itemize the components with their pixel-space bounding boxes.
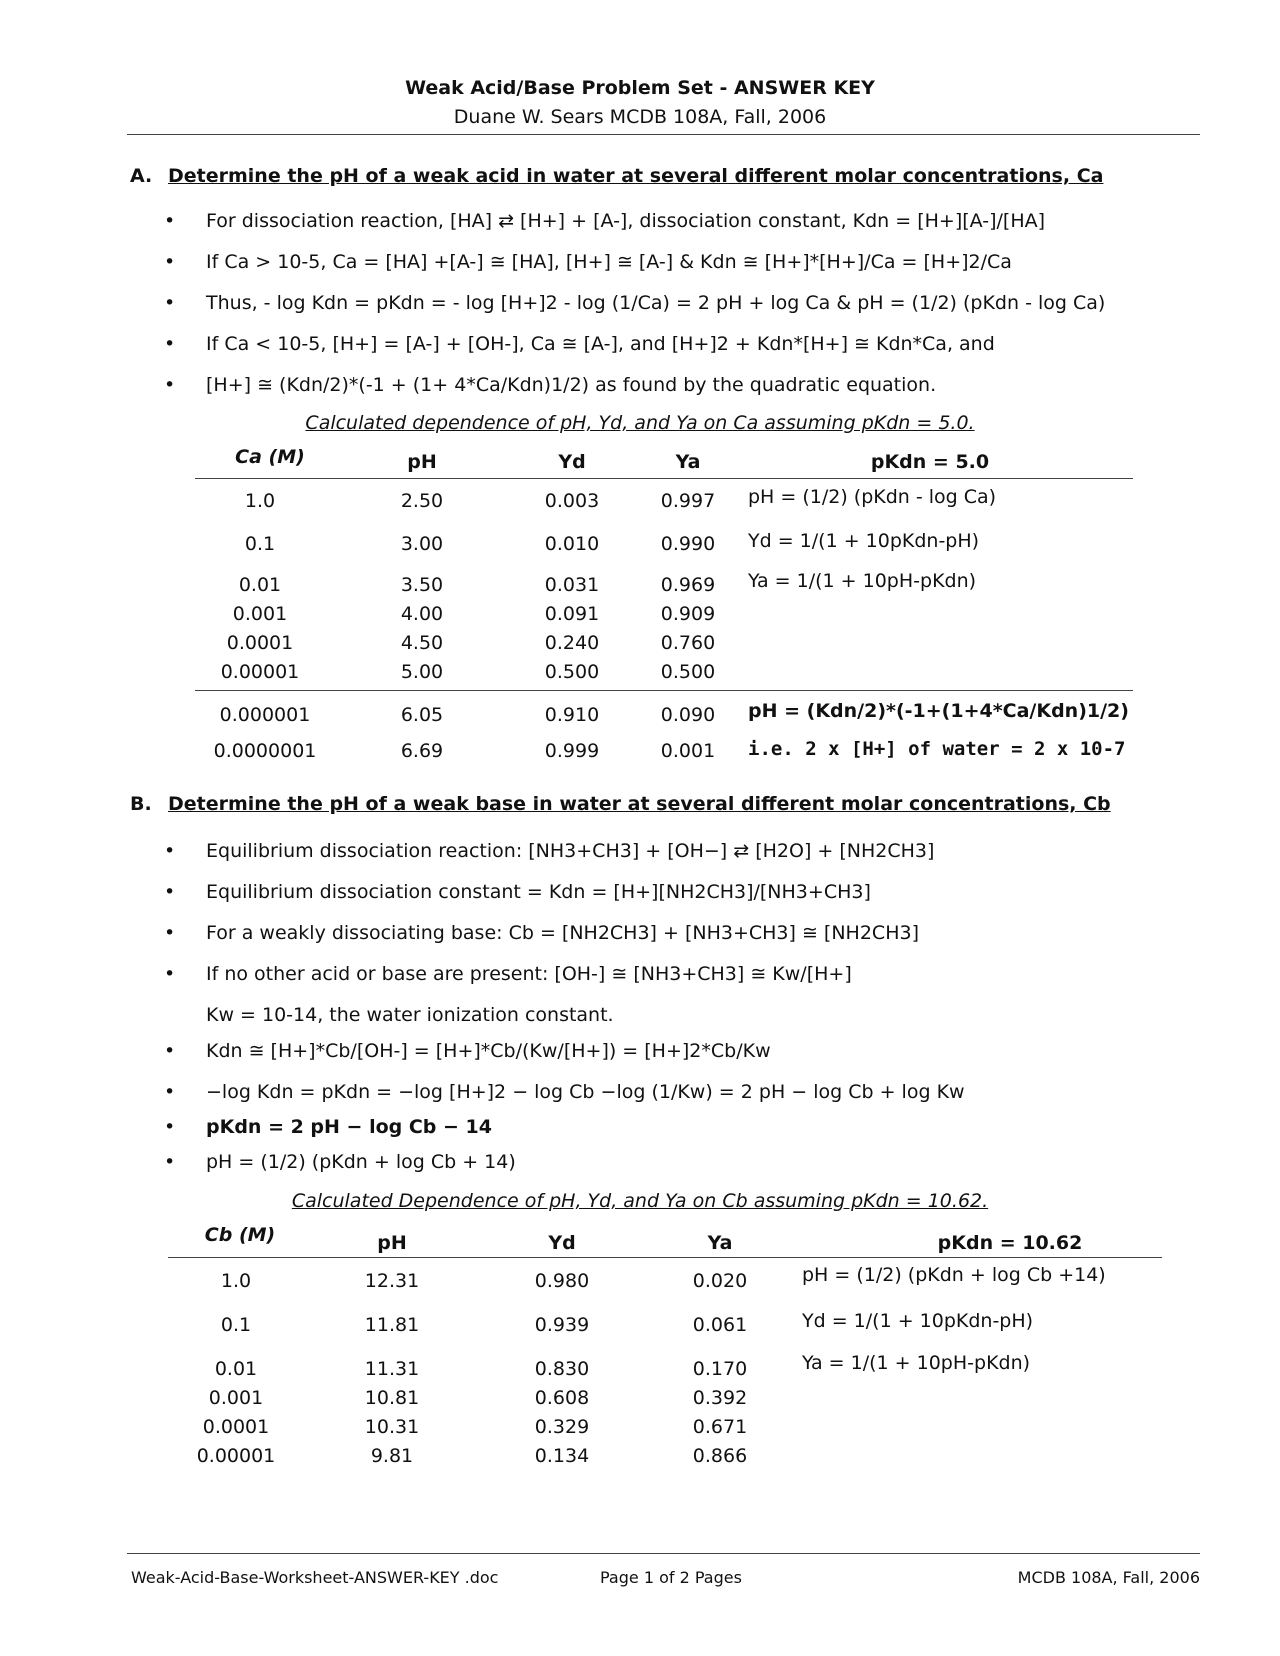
table-a-r6-ph: 5.00 bbox=[400, 661, 444, 683]
table-b-r2-conc: 0.1 bbox=[220, 1314, 252, 1336]
bullet-text: pKdn = 2 pH − log Cb − 14 bbox=[206, 1116, 493, 1138]
bullet-dot-icon: • bbox=[164, 210, 176, 232]
table-b-r1-ph: 12.31 bbox=[364, 1270, 420, 1292]
table-b-r4-yd: 0.608 bbox=[534, 1387, 590, 1409]
table-b-r2-yd: 0.939 bbox=[534, 1314, 590, 1336]
table-b-r1-ya: 0.020 bbox=[692, 1270, 748, 1292]
table-b-header-yd: Yd bbox=[548, 1232, 576, 1254]
footer-rule bbox=[127, 1553, 1200, 1554]
footer-filename: Weak-Acid-Base-Worksheet-ANSWER-KEY .doc bbox=[131, 1568, 499, 1587]
table-b-r5-ya: 0.671 bbox=[692, 1416, 748, 1438]
table-a-formula-water: i.e. 2 x [H+] of water = 2 x 10-7 bbox=[748, 738, 1126, 760]
table-a-r4-ya: 0.909 bbox=[660, 603, 716, 625]
footer-course: MCDB 108A, Fall, 2006 bbox=[1017, 1568, 1200, 1587]
section-b-heading bbox=[130, 793, 1111, 815]
bullet-text: pH = (1/2) (pKdn + log Cb + 14) bbox=[206, 1151, 516, 1173]
table-a-header-conc: Ca (M) bbox=[235, 446, 305, 468]
section-a-caption: Calculated dependence of pH, Yd, and Ya on Ca assuming pKdn = 5.0. bbox=[305, 412, 975, 434]
bullet-dot-icon: • bbox=[164, 1040, 176, 1062]
section-a-heading-text: Determine the pH of a weak acid in water at several different molar concentrations, Ca bbox=[168, 165, 1104, 187]
document-title: Weak Acid/Base Problem Set - ANSWER KEY bbox=[405, 77, 875, 99]
table-a-r8-ph: 6.69 bbox=[400, 740, 444, 762]
table-a-r5-conc: 0.0001 bbox=[226, 632, 294, 654]
table-b-r5-yd: 0.329 bbox=[534, 1416, 590, 1438]
bullet-dot-icon: • bbox=[164, 881, 176, 903]
header-rule bbox=[127, 134, 1200, 135]
bullet-text: If Ca > 10-5, Ca = [HA] +[A-] ≅ [HA], [H+] ≅ [A-] & Kdn ≅ [H+]*[H+]/Ca = [H+]2/Ca bbox=[206, 251, 1012, 273]
bullet-text: [H+] ≅ (Kdn/2)*(-1 + (1+ 4*Ca/Kdn)1/2) as found by the quadratic equation. bbox=[206, 374, 937, 396]
bullet-text: Kdn ≅ [H+]*Cb/[OH-] = [H+]*Cb/(Kw/[H+]) = [H+]2*Cb/Kw bbox=[206, 1040, 771, 1062]
table-a-formula-quadratic: pH = (Kdn/2)*(-1+(1+4*Ca/Kdn)1/2) bbox=[748, 700, 1129, 722]
table-a-r5-ya: 0.760 bbox=[660, 632, 716, 654]
table-b-r2-ya: 0.061 bbox=[692, 1314, 748, 1336]
section-b-caption: Calculated Dependence of pH, Yd, and Ya on Cb assuming pKdn = 10.62. bbox=[291, 1190, 989, 1212]
bullet-text: Equilibrium dissociation reaction: [NH3+CH3] + [OH−] ⇄ [H2O] + [NH2CH3] bbox=[206, 840, 935, 862]
table-b-r3-yd: 0.830 bbox=[534, 1358, 590, 1380]
table-a-r6-conc: 0.00001 bbox=[220, 661, 300, 683]
bullet-dot-icon: • bbox=[164, 922, 176, 944]
table-a-r3-conc: 0.01 bbox=[238, 574, 282, 596]
footer-page-number: Page 1 of 2 Pages bbox=[600, 1568, 742, 1587]
section-a-letter: A. bbox=[130, 165, 153, 187]
table-a-r3-ya: 0.969 bbox=[660, 574, 716, 596]
table-b-r3-ph: 11.31 bbox=[364, 1358, 420, 1380]
document-subtitle: Duane W. Sears MCDB 108A, Fall, 2006 bbox=[453, 106, 827, 128]
table-b-r5-conc: 0.0001 bbox=[202, 1416, 270, 1438]
table-a-r1-conc: 1.0 bbox=[244, 490, 276, 512]
bullet-dot-icon: • bbox=[164, 1081, 176, 1103]
table-b-r5-ph: 10.31 bbox=[364, 1416, 420, 1438]
table-b-header-ph: pH bbox=[377, 1232, 407, 1254]
section-b-heading-text: Determine the pH of a weak base in water at several different molar concentrations, Cb bbox=[168, 793, 1111, 815]
table-a-formula-ph: pH = (1/2) (pKdn - log Ca) bbox=[748, 486, 997, 508]
table-b-header-ya: Ya bbox=[707, 1232, 733, 1254]
table-b-r3-conc: 0.01 bbox=[214, 1358, 258, 1380]
bullet-dot-icon: • bbox=[164, 840, 176, 862]
bullet-text: Thus, - log Kdn = pKdn = - log [H+]2 - log (1/Ca) = 2 pH + log Ca & pH = (1/2) (pKdn - log Ca) bbox=[206, 292, 1106, 314]
table-b-r4-conc: 0.001 bbox=[208, 1387, 264, 1409]
bullet-dot-icon: • bbox=[164, 251, 176, 273]
table-a-r1-ya: 0.997 bbox=[660, 490, 716, 512]
table-a-header-ph: pH bbox=[407, 451, 437, 473]
table-a-r7-conc: 0.000001 bbox=[219, 704, 311, 726]
section-b-letter: B. bbox=[130, 793, 152, 815]
table-a-formula-yd: Yd = 1/(1 + 10pKdn-pH) bbox=[748, 530, 980, 552]
table-b-r6-ph: 9.81 bbox=[370, 1445, 414, 1467]
table-a-r8-yd: 0.999 bbox=[544, 740, 600, 762]
table-a-r2-conc: 0.1 bbox=[244, 533, 276, 555]
table-a-r4-ph: 4.00 bbox=[400, 603, 444, 625]
bullet-dot-icon: • bbox=[164, 292, 176, 314]
table-b-r4-ya: 0.392 bbox=[692, 1387, 748, 1409]
table-b-r3-ya: 0.170 bbox=[692, 1358, 748, 1380]
table-a-r5-ph: 4.50 bbox=[400, 632, 444, 654]
table-a-r1-yd: 0.003 bbox=[544, 490, 600, 512]
table-b-formula-ya: Ya = 1/(1 + 10pH-pKdn) bbox=[802, 1352, 1031, 1374]
table-a-mid-rule bbox=[195, 690, 1133, 691]
table-a-r7-yd: 0.910 bbox=[544, 704, 600, 726]
bullet-text: Equilibrium dissociation constant = Kdn = [H+][NH2CH3]/[NH3+CH3] bbox=[206, 881, 871, 903]
table-a-r5-yd: 0.240 bbox=[544, 632, 600, 654]
table-a-header-ya: Ya bbox=[675, 451, 701, 473]
table-b-r6-conc: 0.00001 bbox=[196, 1445, 276, 1467]
table-a-r6-ya: 0.500 bbox=[660, 661, 716, 683]
table-b-r6-yd: 0.134 bbox=[534, 1445, 590, 1467]
table-a-r2-yd: 0.010 bbox=[544, 533, 600, 555]
table-a-r1-ph: 2.50 bbox=[400, 490, 444, 512]
table-b-header-rule bbox=[168, 1257, 1162, 1258]
bullet-dot-icon: • bbox=[164, 1151, 176, 1173]
table-b-header-pkdn: pKdn = 10.62 bbox=[937, 1232, 1083, 1254]
table-a-r2-ya: 0.990 bbox=[660, 533, 716, 555]
table-a-header-pkdn: pKdn = 5.0 bbox=[870, 451, 990, 473]
table-b-formula-yd: Yd = 1/(1 + 10pKdn-pH) bbox=[802, 1310, 1034, 1332]
bullet-dot-icon: • bbox=[164, 1116, 176, 1138]
bullet-text: For a weakly dissociating base: Cb = [NH2CH3] + [NH3+CH3] ≅ [NH2CH3] bbox=[206, 922, 919, 944]
bullet-text: −log Kdn = pKdn = −log [H+]2 − log Cb −log (1/Kw) = 2 pH − log Cb + log Kw bbox=[206, 1081, 965, 1103]
table-b-header-conc: Cb (M) bbox=[204, 1224, 276, 1246]
table-b-formula-ph: pH = (1/2) (pKdn + log Cb +14) bbox=[802, 1264, 1106, 1286]
table-b-r2-ph: 11.81 bbox=[364, 1314, 420, 1336]
table-b-r6-ya: 0.866 bbox=[692, 1445, 748, 1467]
table-a-r8-ya: 0.001 bbox=[660, 740, 716, 762]
table-a-r6-yd: 0.500 bbox=[544, 661, 600, 683]
table-b-r1-conc: 1.0 bbox=[220, 1270, 252, 1292]
section-a-heading bbox=[130, 165, 1103, 187]
table-a-r2-ph: 3.00 bbox=[400, 533, 444, 555]
table-a-header-yd: Yd bbox=[558, 451, 586, 473]
table-a-r4-yd: 0.091 bbox=[544, 603, 600, 625]
bullet-dot-icon: • bbox=[164, 963, 176, 985]
section-b-kw-line: Kw = 10-14, the water ionization constant. bbox=[206, 1004, 614, 1026]
table-a-r8-conc: 0.0000001 bbox=[213, 740, 317, 762]
table-a-r3-yd: 0.031 bbox=[544, 574, 600, 596]
table-b-r1-yd: 0.980 bbox=[534, 1270, 590, 1292]
table-a-header-rule bbox=[195, 478, 1133, 479]
table-a-r4-conc: 0.001 bbox=[232, 603, 288, 625]
table-a-r3-ph: 3.50 bbox=[400, 574, 444, 596]
bullet-text: If no other acid or base are present: [OH-] ≅ [NH3+CH3] ≅ Kw/[H+] bbox=[206, 963, 852, 985]
table-a-formula-ya: Ya = 1/(1 + 10pH-pKdn) bbox=[748, 570, 977, 592]
bullet-dot-icon: • bbox=[164, 374, 176, 396]
bullet-dot-icon: • bbox=[164, 333, 176, 355]
table-a-r7-ya: 0.090 bbox=[660, 704, 716, 726]
table-a-r7-ph: 6.05 bbox=[400, 704, 444, 726]
table-b-r4-ph: 10.81 bbox=[364, 1387, 420, 1409]
bullet-text: If Ca < 10-5, [H+] = [A-] + [OH-], Ca ≅ [A-], and [H+]2 + Kdn*[H+] ≅ Kdn*Ca, and bbox=[206, 333, 995, 355]
bullet-text: For dissociation reaction, [HA] ⇄ [H+] + [A-], dissociation constant, Kdn = [H+][A-]/[HA] bbox=[206, 210, 1046, 232]
